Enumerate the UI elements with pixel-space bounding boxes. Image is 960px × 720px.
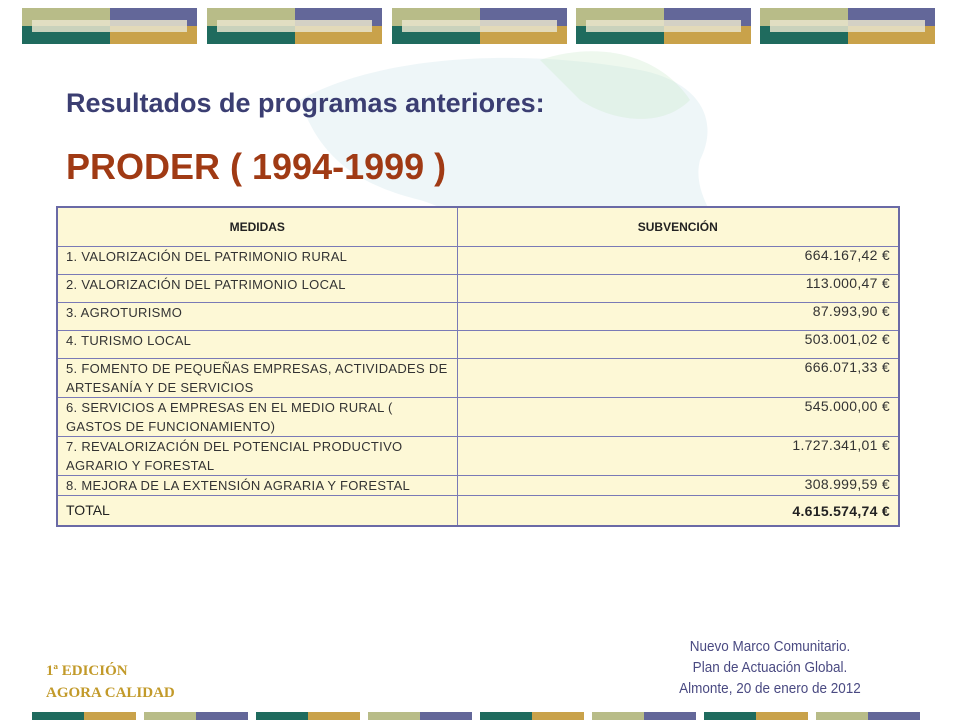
- total-amount: 4.615.574,74 €: [457, 496, 899, 527]
- amount-cell: 545.000,00 €: [457, 398, 899, 437]
- table-total-row: [57, 496, 899, 527]
- footer-note: [653, 636, 887, 699]
- amount-cell: 87.993,90 €: [457, 303, 899, 331]
- edition-line-1: 1ª EDICIÓN: [46, 663, 128, 679]
- subsidy-table: [56, 206, 900, 527]
- table-row: [57, 303, 899, 331]
- edition-line-2: AGORA CALIDAD: [46, 685, 175, 701]
- header-subsidy: SUBVENCIÓN: [457, 207, 899, 247]
- footer-line-1: Nuevo Marco Comunitario.: [689, 638, 851, 655]
- measure-cell: 1. VALORIZACIÓN DEL PATRIMONIO RURAL: [57, 247, 457, 275]
- footer-line-3: Almonte, 20 de enero de 2012: [679, 680, 861, 697]
- footer-line-2: Plan de Actuación Global.: [692, 659, 848, 676]
- measure-cell: 6. SERVICIOS A EMPRESAS EN EL MEDIO RURAL ( GASTOS DE FUNCIONAMIENTO): [57, 398, 457, 437]
- measure-cell: 8. MEJORA DE LA EXTENSIÓN AGRARIA Y FORESTAL: [57, 476, 457, 496]
- table-row: [57, 398, 899, 437]
- edition-label: [46, 660, 175, 704]
- table-row: [57, 331, 899, 359]
- amount-cell: 308.999,59 €: [457, 476, 899, 496]
- slide-title: PRODER ( 1994-1999 ): [66, 146, 447, 187]
- table-row: [57, 359, 899, 398]
- measure-cell: 4. TURISMO LOCAL: [57, 331, 457, 359]
- table-row: [57, 476, 899, 496]
- measure-cell: 7. REVALORIZACIÓN DEL POTENCIAL PRODUCTIVO AGRARIO Y FORESTAL: [57, 437, 457, 476]
- amount-cell: 1.727.341,01 €: [457, 437, 899, 476]
- header-measures: MEDIDAS: [57, 207, 457, 247]
- amount-cell: 503.001,02 €: [457, 331, 899, 359]
- table-row: [57, 437, 899, 476]
- amount-cell: 666.071,33 €: [457, 359, 899, 398]
- decorative-footer-strip: [32, 712, 944, 720]
- measure-cell: 3. AGROTURISMO: [57, 303, 457, 331]
- table-header-row: [57, 207, 899, 247]
- amount-cell: 664.167,42 €: [457, 247, 899, 275]
- amount-cell: 113.000,47 €: [457, 275, 899, 303]
- measure-cell: 2. VALORIZACIÓN DEL PATRIMONIO LOCAL: [57, 275, 457, 303]
- measure-cell: 5. FOMENTO DE PEQUEÑAS EMPRESAS, ACTIVIDADES DE ARTESANÍA Y DE SERVICIOS: [57, 359, 457, 398]
- slide-heading: Resultados de programas anteriores:: [66, 88, 545, 118]
- total-label: TOTAL: [57, 496, 457, 527]
- table-row: [57, 275, 899, 303]
- table-row: [57, 247, 899, 275]
